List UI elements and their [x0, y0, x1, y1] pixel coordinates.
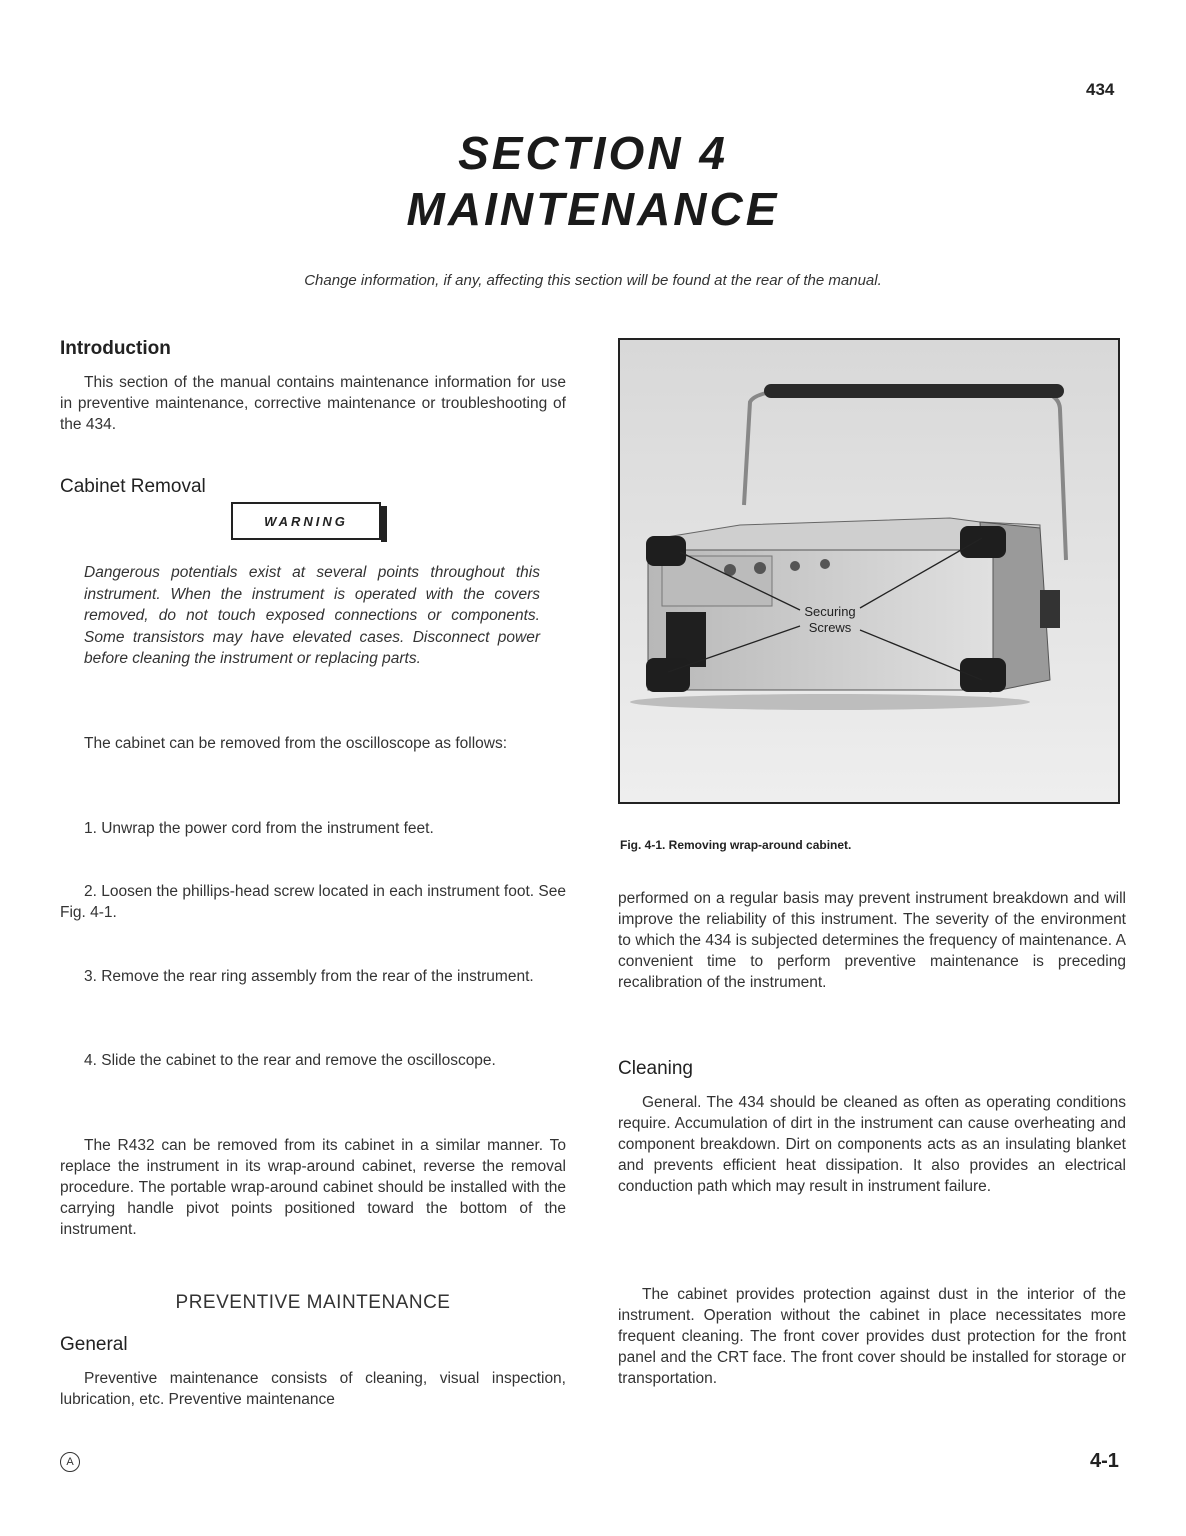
- change-note: Change information, if any, affecting this section will be found at the rear of the manual.: [304, 272, 882, 289]
- general-heading: General: [60, 1334, 128, 1355]
- introduction-heading: Introduction: [60, 338, 171, 359]
- cabinet-removal-intro: The cabinet can be removed from the oscilloscope as follows:: [84, 735, 508, 752]
- cleaning-general-label: General.: [642, 1094, 702, 1111]
- callout-line1: Securing: [804, 604, 856, 619]
- preventive-maintenance-heading: PREVENTIVE MAINTENANCE: [175, 1292, 451, 1313]
- step-2: 2. Loosen the phillips-head screw located in each instrument foot. See Fig. 4-1.: [60, 883, 566, 921]
- footer-mark: A: [60, 1452, 80, 1472]
- preventive-continued-text: performed on a regular basis may prevent instrument breakdown and will improve the reliability of this instrument. The severity of the environment to which the 434 is subjected determines the frequency of maintenance. A convenient time to perform preventive maintenance is preceding recalibration of the instrument.: [618, 890, 1126, 991]
- warning-text: Dangerous potentials exist at several points throughout this instrument. When the instrument is operated with the covers removed, do not touch exposed connections or components. Some transistors may have elevated cases. Disconnect power before cleaning the instrument or replacing parts.: [84, 564, 540, 667]
- cleaning-general-text: [618, 1092, 1126, 1197]
- model-number: 434: [1086, 80, 1115, 99]
- warning-label: WARNING: [231, 502, 381, 540]
- step-4: 4. Slide the cabinet to the rear and remove the oscilloscope.: [84, 1052, 496, 1069]
- preventive-general-text: Preventive maintenance consists of cleaning, visual inspection, lubrication, etc. Preventive maintenance: [60, 1370, 566, 1408]
- callout-line2: Screws: [808, 620, 852, 635]
- page-number: 4-1: [1090, 1450, 1119, 1472]
- step-3: 3. Remove the rear ring assembly from the rear of the instrument.: [84, 968, 534, 985]
- cleaning-general-body: The 434 should be cleaned as often as operating conditions require. Accumulation of dirt in the instrument can cause overheating and component breakdown. Dirt on components acts as an insulating blanket and prevents efficient heat dissipation. It also provides an electrical conduction path which may result in instrument failure.: [618, 1094, 1126, 1195]
- section-subtitle: MAINTENANCE: [406, 183, 780, 235]
- cabinet-removal-closing: The R432 can be removed from its cabinet in a similar manner. To replace the instrument in its wrap-around cabinet, reverse the removal procedure. The portable wrap-around cabinet should be installed with the carrying handle pivot points positioned toward the bottom of the instrument.: [60, 1137, 566, 1238]
- cleaning-cabinet-text: The cabinet provides protection against dust in the interior of the instrument. Operation without the cabinet in place necessitates more frequent cleaning. The front cover provides dust protection for the front panel and the CRT face. The front cover should be installed for storage or transportation.: [618, 1286, 1126, 1387]
- oscilloscope-illustration: [620, 340, 1118, 802]
- introduction-text: This section of the manual contains maintenance information for use in preventive maintenance, corrective maintenance or troubleshooting of the 434.: [60, 374, 566, 433]
- section-title: SECTION 4: [458, 127, 728, 179]
- warning-shadow: [381, 506, 387, 542]
- figure-photo: [618, 338, 1120, 804]
- cabinet-removal-heading: Cabinet Removal: [60, 476, 206, 497]
- cleaning-heading: Cleaning: [618, 1058, 693, 1079]
- step-1: 1. Unwrap the power cord from the instrument feet.: [84, 820, 434, 837]
- figure-caption: Fig. 4-1. Removing wrap-around cabinet.: [620, 838, 852, 852]
